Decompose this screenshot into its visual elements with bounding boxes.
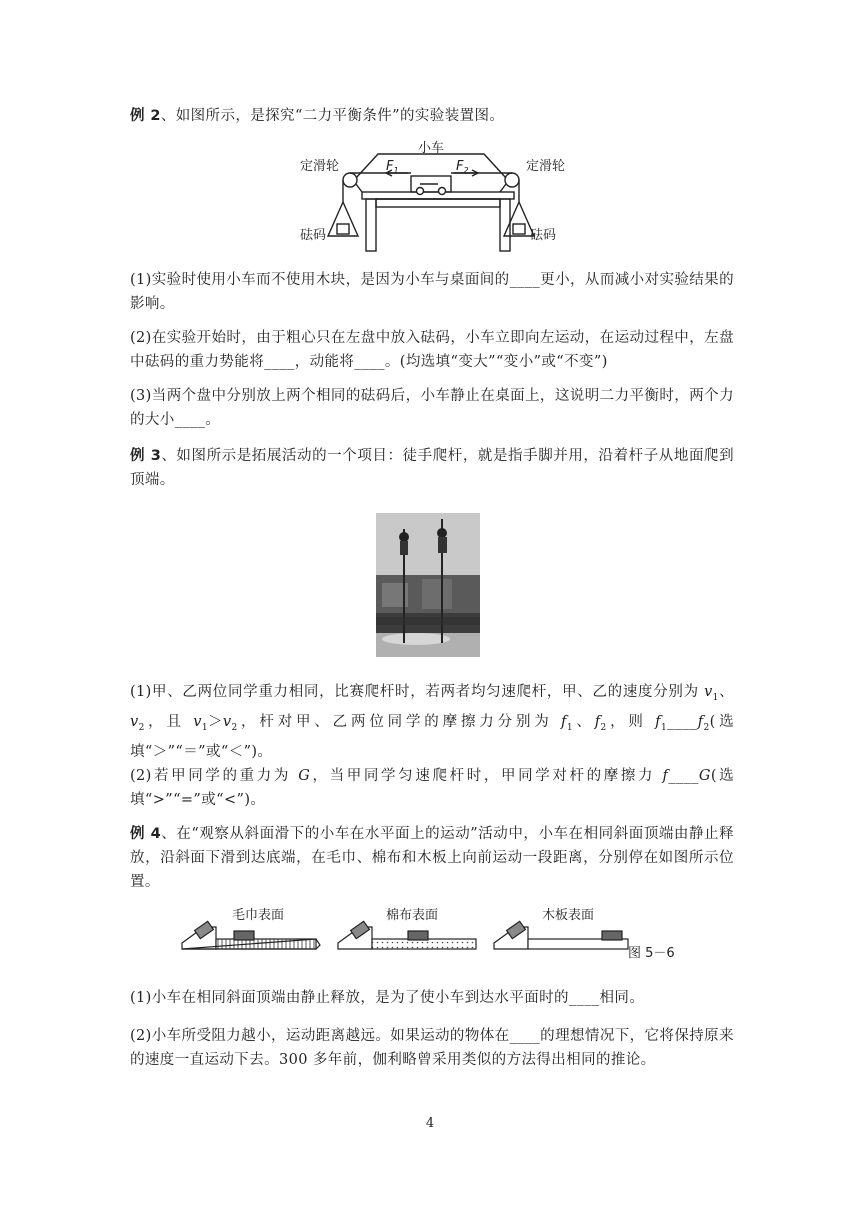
pulley-left-label: 定滑轮 [300,159,340,174]
pole-climbing-photo [376,513,480,657]
ex2-q1: (1)实验时使用小车而不使用木块，是因为小车与桌面间的____更小，从而减小对实验结果的影响。 [130,272,734,312]
ex4-surfaces-figure [180,905,690,967]
ex4-intro [130,822,734,894]
ex4-intro-text: 、在“观察从斜面滑下的小车在水平面上的运动”活动中，小车在相同斜面顶端由静止释放，沿斜面下滑到达底端，在毛巾、棉布和木板上向前运动一段距离，分别停在如图所示位置。 [130,826,734,890]
ex2-intro [130,104,734,128]
wood-surface-label: 木板表面 [542,908,595,923]
car-label: 小车 [418,141,445,156]
ex2-q2: (2)在实验开始时，由于粗心只在左盘中放入砝码，小车立即向左运动，在运动过程中，左盘中砝码的重力势能将____，动能将____。(均选填“变大”“变小”或“不变”) [130,330,734,370]
ex4-q1: (1)小车在相同斜面顶端由静止释放，是为了使小车到达水平面时的____相同。 [130,990,645,1006]
figure-caption: 图 5－6 [628,946,675,961]
ex2-balance-apparatus-figure [300,140,570,256]
ex3-intro [130,444,734,492]
ex2-q3: (3)当两个盘中分别放上两个相同的砝码后，小车静止在桌面上，这说明二力平衡时，两个力的大小____。 [130,388,734,428]
ex3-q1: (1)甲、乙两位同学重力相同，比赛爬杆时，若两者均匀速爬杆，甲、乙的速度分别为 $v_1$、$v_2$，且 $v_1>v_2$，杆对甲、乙两位同学的摩擦力分别为 $f_1$、$f_2$，则 $f_1\_\_\_\_f_2$(选填“＞”“＝”或“＜”)。 [130,684,734,760]
pulley-right-label: 定滑轮 [526,159,566,174]
ex2-label: 例 2 [130,108,161,124]
ex4-label: 例 4 [130,826,162,842]
force-f1-label: $F_1$ [386,159,399,175]
ex3-q2: (2)若甲同学的重力为 G，当甲同学匀速爬杆时，甲同学对杆的摩擦力 f____G(选填“>”“=”或“<”)。 [130,768,735,808]
ex2-intro-text: 、如图所示，是探究“二力平衡条件”的实验装置图。 [160,108,505,124]
force-f2-label: $F_2$ [456,159,469,175]
towel-surface-label: 毛巾表面 [232,908,285,923]
weight-left-label: 砝码 [300,228,327,243]
ex3-label: 例 3 [130,448,162,464]
page-number: 4 [425,1116,435,1131]
weight-right-label: 砝码 [530,228,557,243]
ex3-intro-text: 、如图所示是拓展活动的一个项目：徒手爬杆，就是指手脚并用，沿着杆子从地面爬到顶端。 [130,448,734,488]
cotton-surface-label: 棉布表面 [386,908,439,923]
ex4-q2: (2)小车所受阻力越小，运动距离越远。如果运动的物体在____的理想情况下，它将保持原来的速度一直运动下去。300 多年前，伽利略曾采用类似的方法得出相同的推论。 [130,1028,734,1068]
